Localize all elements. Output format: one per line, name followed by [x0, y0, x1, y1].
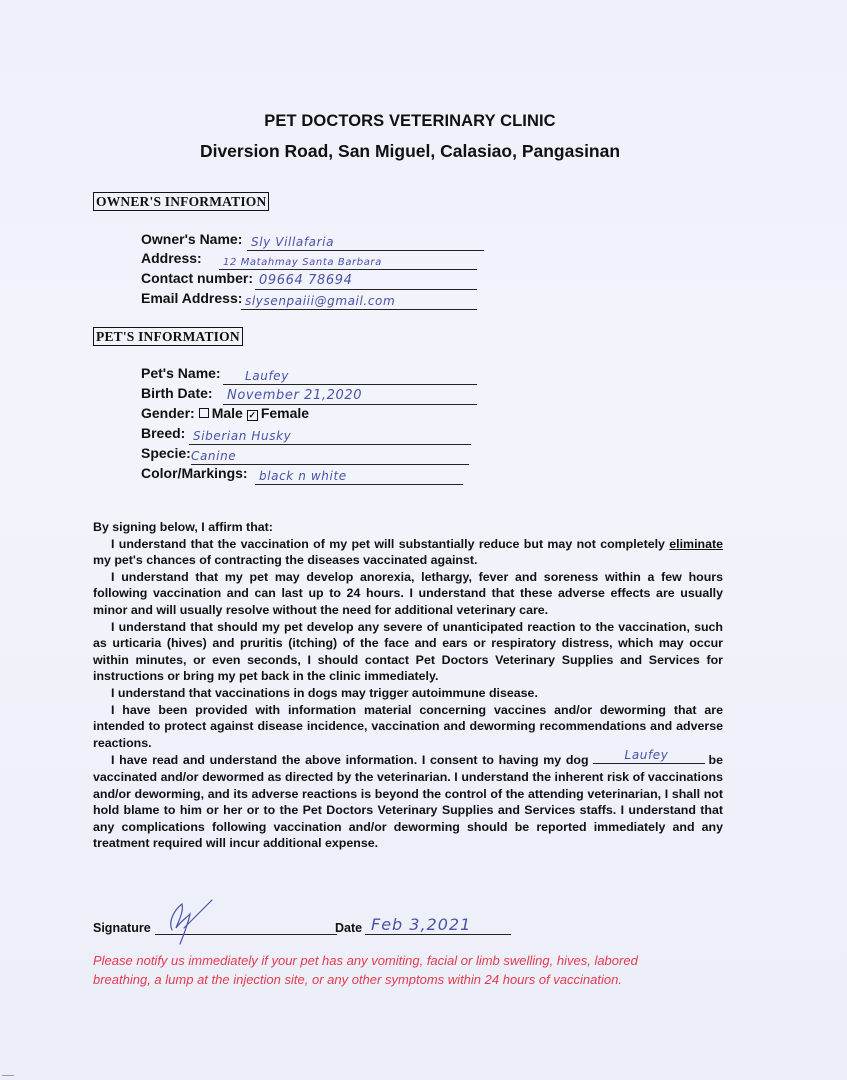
- breed-row: [141, 425, 292, 445]
- gender-label: Gender:: [141, 405, 195, 421]
- address-label: Address:: [141, 250, 202, 266]
- date-value: Feb 3,2021: [371, 915, 472, 934]
- email-row: [141, 290, 396, 310]
- specie-value: Canine: [191, 449, 237, 463]
- breed-value: Siberian Husky: [193, 429, 292, 443]
- specie-row: [141, 445, 237, 465]
- clinic-address: Diversion Road, San Miguel, Calasiao, Pangasinan: [199, 141, 621, 161]
- pet-section-title: PET'S INFORMATION: [93, 327, 243, 346]
- color-markings-field[interactable]: [255, 466, 463, 485]
- female-label: Female: [260, 405, 310, 421]
- birth-date-field[interactable]: [223, 386, 477, 405]
- contact-number-value: 09664 78694: [259, 273, 353, 288]
- affirmation-paragraph-4: I understand that vaccinations in dogs may trigger autoimmune disease.: [111, 685, 538, 700]
- affirmation-paragraph-2: I understand that my pet may develop anorexia, lethargy, fever and soreness within a few hours following vaccination and can last up to 24 hours. I understand that these adverse effects are usually minor and will usually resolve without the need for additional veterinary care.: [93, 569, 723, 617]
- pet-name-field[interactable]: [223, 366, 477, 385]
- affirmation-heading: By signing below, I affirm that:: [93, 520, 273, 534]
- checkmark-icon: ✓: [248, 410, 257, 420]
- address-row: [141, 250, 382, 270]
- owner-name-row: [141, 231, 335, 251]
- scan-mark: [2, 1075, 14, 1076]
- email-value: slysenpaiii@gmail.com: [245, 294, 396, 308]
- contact-number-field[interactable]: [255, 271, 477, 290]
- dog-name-field[interactable]: [593, 747, 705, 764]
- gender-row: [141, 405, 309, 425]
- contact-number-label: Contact number:: [141, 270, 253, 286]
- contact-number-row: [141, 270, 353, 290]
- male-label: Male: [211, 405, 243, 421]
- female-checkbox[interactable]: [247, 410, 258, 421]
- clinic-name: PET DOCTORS VETERINARY CLINIC: [264, 112, 556, 130]
- birth-date-value: November 21,2020: [227, 388, 363, 403]
- breed-field[interactable]: [189, 426, 471, 445]
- notice-text: Please notify us immediately if your pet has any vomiting, facial or limb swelling, hives, labored breathing, a lump at the injection site, or any other symptoms within 24 hours of vaccination.: [93, 953, 638, 987]
- signature-label: Signature: [93, 921, 151, 935]
- specie-label: Specie:: [141, 445, 191, 461]
- breed-label: Breed:: [141, 425, 186, 441]
- color-markings-value: black n white: [259, 469, 347, 483]
- color-markings-label: Color/Markings:: [141, 465, 248, 481]
- pet-name-value: Laufey: [245, 369, 289, 383]
- affirmation-paragraph-6: I have read and understand the above information. I consent to having my dog Laufey be vaccinated and/or dewormed as directed by the veterinarian. I understand the inherent risk of vaccinations and/or deworming, and its adverse reactions is beyond the control of the attending veterinarian, I shall not hold blame to him or her or to the Pet Doctors Veterinary Supplies and Services staffs. I understand that any complications following vaccination and/or deworming should be reported immediately and any treatment required will incur additional expense.: [93, 747, 723, 851]
- email-label: Email Address:: [141, 290, 243, 306]
- owner-name-label: Owner's Name:: [141, 231, 243, 247]
- color-markings-row: [141, 465, 347, 485]
- dog-name-value: Laufey: [624, 747, 669, 762]
- affirmation-text: [93, 519, 723, 852]
- affirmation-paragraph-1: I understand that the vaccination of my pet will substantially reduce but may not completely eliminate my pet's chances of contracting the diseases vaccinated against.: [93, 536, 723, 568]
- email-field[interactable]: [241, 291, 477, 310]
- owner-name-field[interactable]: [247, 232, 484, 251]
- owner-name-value: Sly Villafaria: [251, 235, 335, 249]
- affirmation-paragraph-3: I understand that should my pet develop any severe of unanticipated reaction to the vaccination, such as urticaria (hives) and pruritis (itching) of the face and ears or respiratory distress, which may occur within minutes, or even seconds, I should contact Pet Doctors Veterinary Supplies and Services for instructions or bring my pet back in the clinic immediately.: [93, 619, 723, 684]
- address-field[interactable]: [219, 251, 477, 270]
- date-label: Date: [335, 921, 363, 935]
- specie-field[interactable]: [191, 446, 469, 465]
- handwritten-signature: [150, 892, 220, 948]
- male-checkbox[interactable]: [199, 408, 209, 418]
- birth-date-row: [141, 385, 363, 405]
- birth-date-label: Birth Date:: [141, 385, 213, 401]
- address-value: 12 Matahmay Santa Barbara: [223, 257, 382, 268]
- owner-section-title: OWNER'S INFORMATION: [93, 192, 269, 211]
- pet-name-label: Pet's Name:: [141, 365, 221, 381]
- pet-name-row: [141, 365, 289, 385]
- affirmation-paragraph-5: I have been provided with information material concerning vaccines and/or deworming that are intended to protect against disease incidence, vaccination and deworming recommendations and adverse reactions.: [93, 702, 723, 750]
